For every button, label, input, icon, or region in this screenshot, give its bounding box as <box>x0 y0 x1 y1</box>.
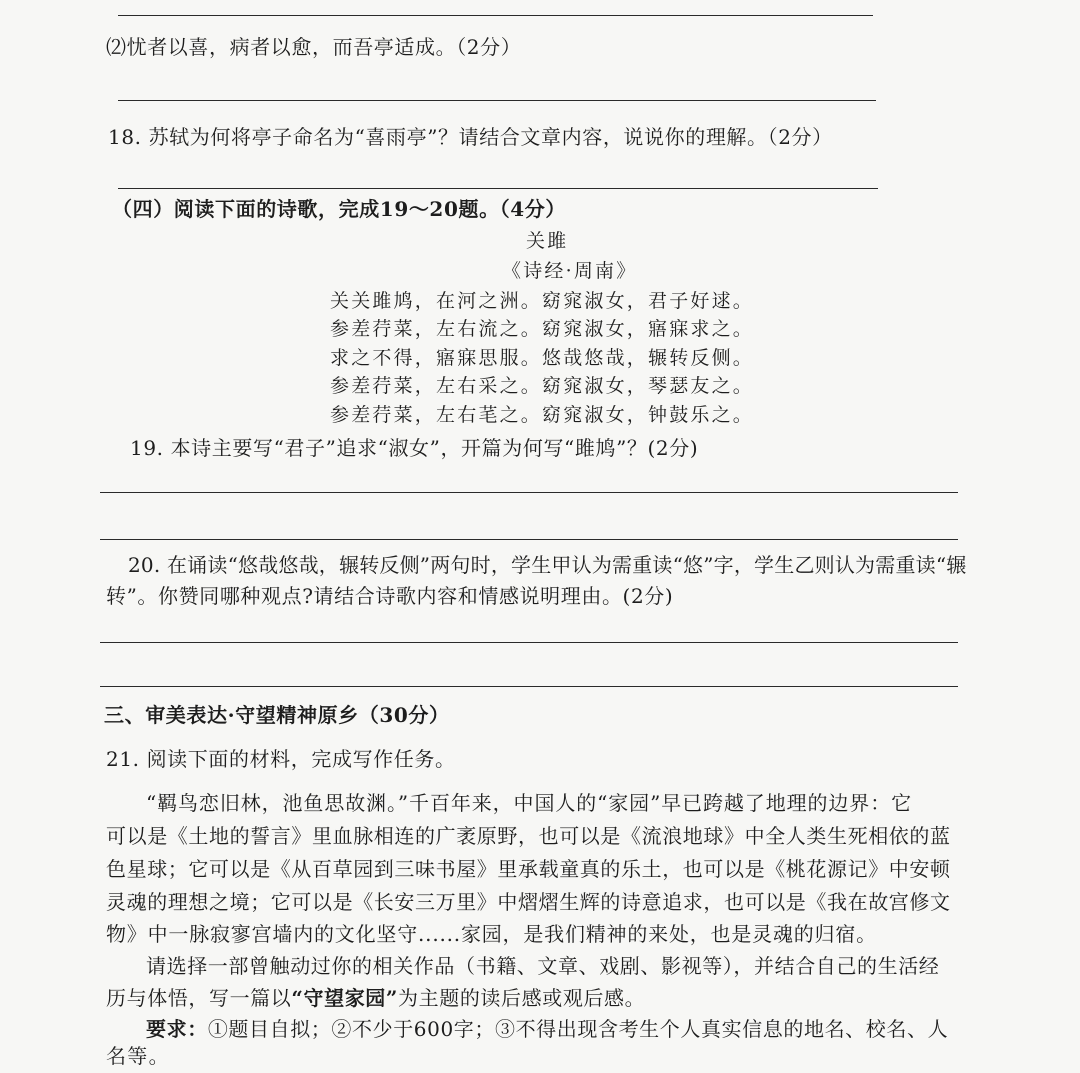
material-line: 可以是《土地的誓言》里血脉相连的广袤原野，也可以是《流浪地球》中全人类生死相依的蓝 <box>106 824 951 848</box>
poem-line: 参差荇菜，左右芼之。窈窕淑女，钟鼓乐之。 <box>330 404 755 426</box>
poem-line: 参差荇菜，左右流之。窈窕淑女，寤寐求之。 <box>330 318 755 340</box>
material-line: 灵魂的理想之境；它可以是《长安三万里》中熠熠生辉的诗意追求，也可以是《我在故宫修文 <box>106 890 951 914</box>
task-text: 为主题的读后感或观后感。 <box>398 986 646 1010</box>
part-3-header: 三、审美表达·守望精神原乡（30分） <box>104 703 450 727</box>
task-line-1: 请选择一部曾触动过你的相关作品（书籍、文章、戏剧、影视等），并结合自己的生活经 <box>146 954 940 978</box>
task-text: 历与体悟，写一篇以 <box>106 986 292 1010</box>
question-19: 19. 本诗主要写“君子”追求“淑女”，开篇为何写“雎鸠”？(2分) <box>130 436 699 460</box>
task-theme: “守望家园” <box>291 986 399 1010</box>
poem-line: 求之不得，寤寐思服。悠哉悠哉，辗转反侧。 <box>330 347 755 369</box>
requirements-text: ①题目自拟；②不少于600字；③不得出现含考生个人真实信息的地名、校名、人 <box>207 1017 949 1041</box>
requirements-line <box>146 1013 948 1046</box>
material-line: 色星球；它可以是《从百草园到三味书屋》里承载童真的乐土，也可以是《桃花源记》中安顿 <box>106 857 951 881</box>
answer-line <box>100 492 958 493</box>
material-line: “羁鸟恋旧林，池鱼思故渊。”千百年来，中国人的“家园”早已跨越了地理的边界：它 <box>146 791 912 815</box>
question-20-line-2: 转”。你赞同哪种观点?请结合诗歌内容和情感说明理由。(2分) <box>106 584 674 608</box>
answer-line <box>100 686 958 687</box>
answer-line <box>118 188 878 189</box>
requirements-line-2: 名等。 <box>106 1044 170 1068</box>
poem-line: 关关雎鸠，在河之洲。窈窕淑女，君子好逑。 <box>330 290 755 312</box>
poem-source: 《诗经·周南》 <box>502 260 638 282</box>
poem-line: 参差荇菜，左右采之。窈窕淑女，琴瑟友之。 <box>330 375 755 397</box>
question-20-line-1: 20. 在诵读“悠哉悠哉，辗转反侧”两句时，学生甲认为需重读“悠”字，学生乙则认为需重读“辗 <box>128 553 967 577</box>
poem-title: 关雎 <box>526 230 569 252</box>
answer-line <box>118 15 873 16</box>
question-17-2: ⑵忧者以喜，病者以愈，而吾亭适成。（2分） <box>106 35 522 59</box>
material-line: 物》中一脉寂寥宫墙内的文化坚守......家园，是我们精神的来处，也是灵魂的归宿。 <box>106 922 877 946</box>
answer-line <box>118 100 876 101</box>
answer-line <box>100 642 958 643</box>
section-4-header: （四）阅读下面的诗歌，完成19～20题。（4分） <box>112 197 566 221</box>
requirements-label: 要求： <box>146 1017 208 1041</box>
answer-line <box>100 539 958 540</box>
task-line-2 <box>106 982 645 1015</box>
question-21-intro: 21. 阅读下面的材料，完成写作任务。 <box>106 747 456 771</box>
question-18: 18. 苏轼为何将亭子命名为“喜雨亭”？请结合文章内容，说说你的理解。（2分） <box>108 125 833 149</box>
